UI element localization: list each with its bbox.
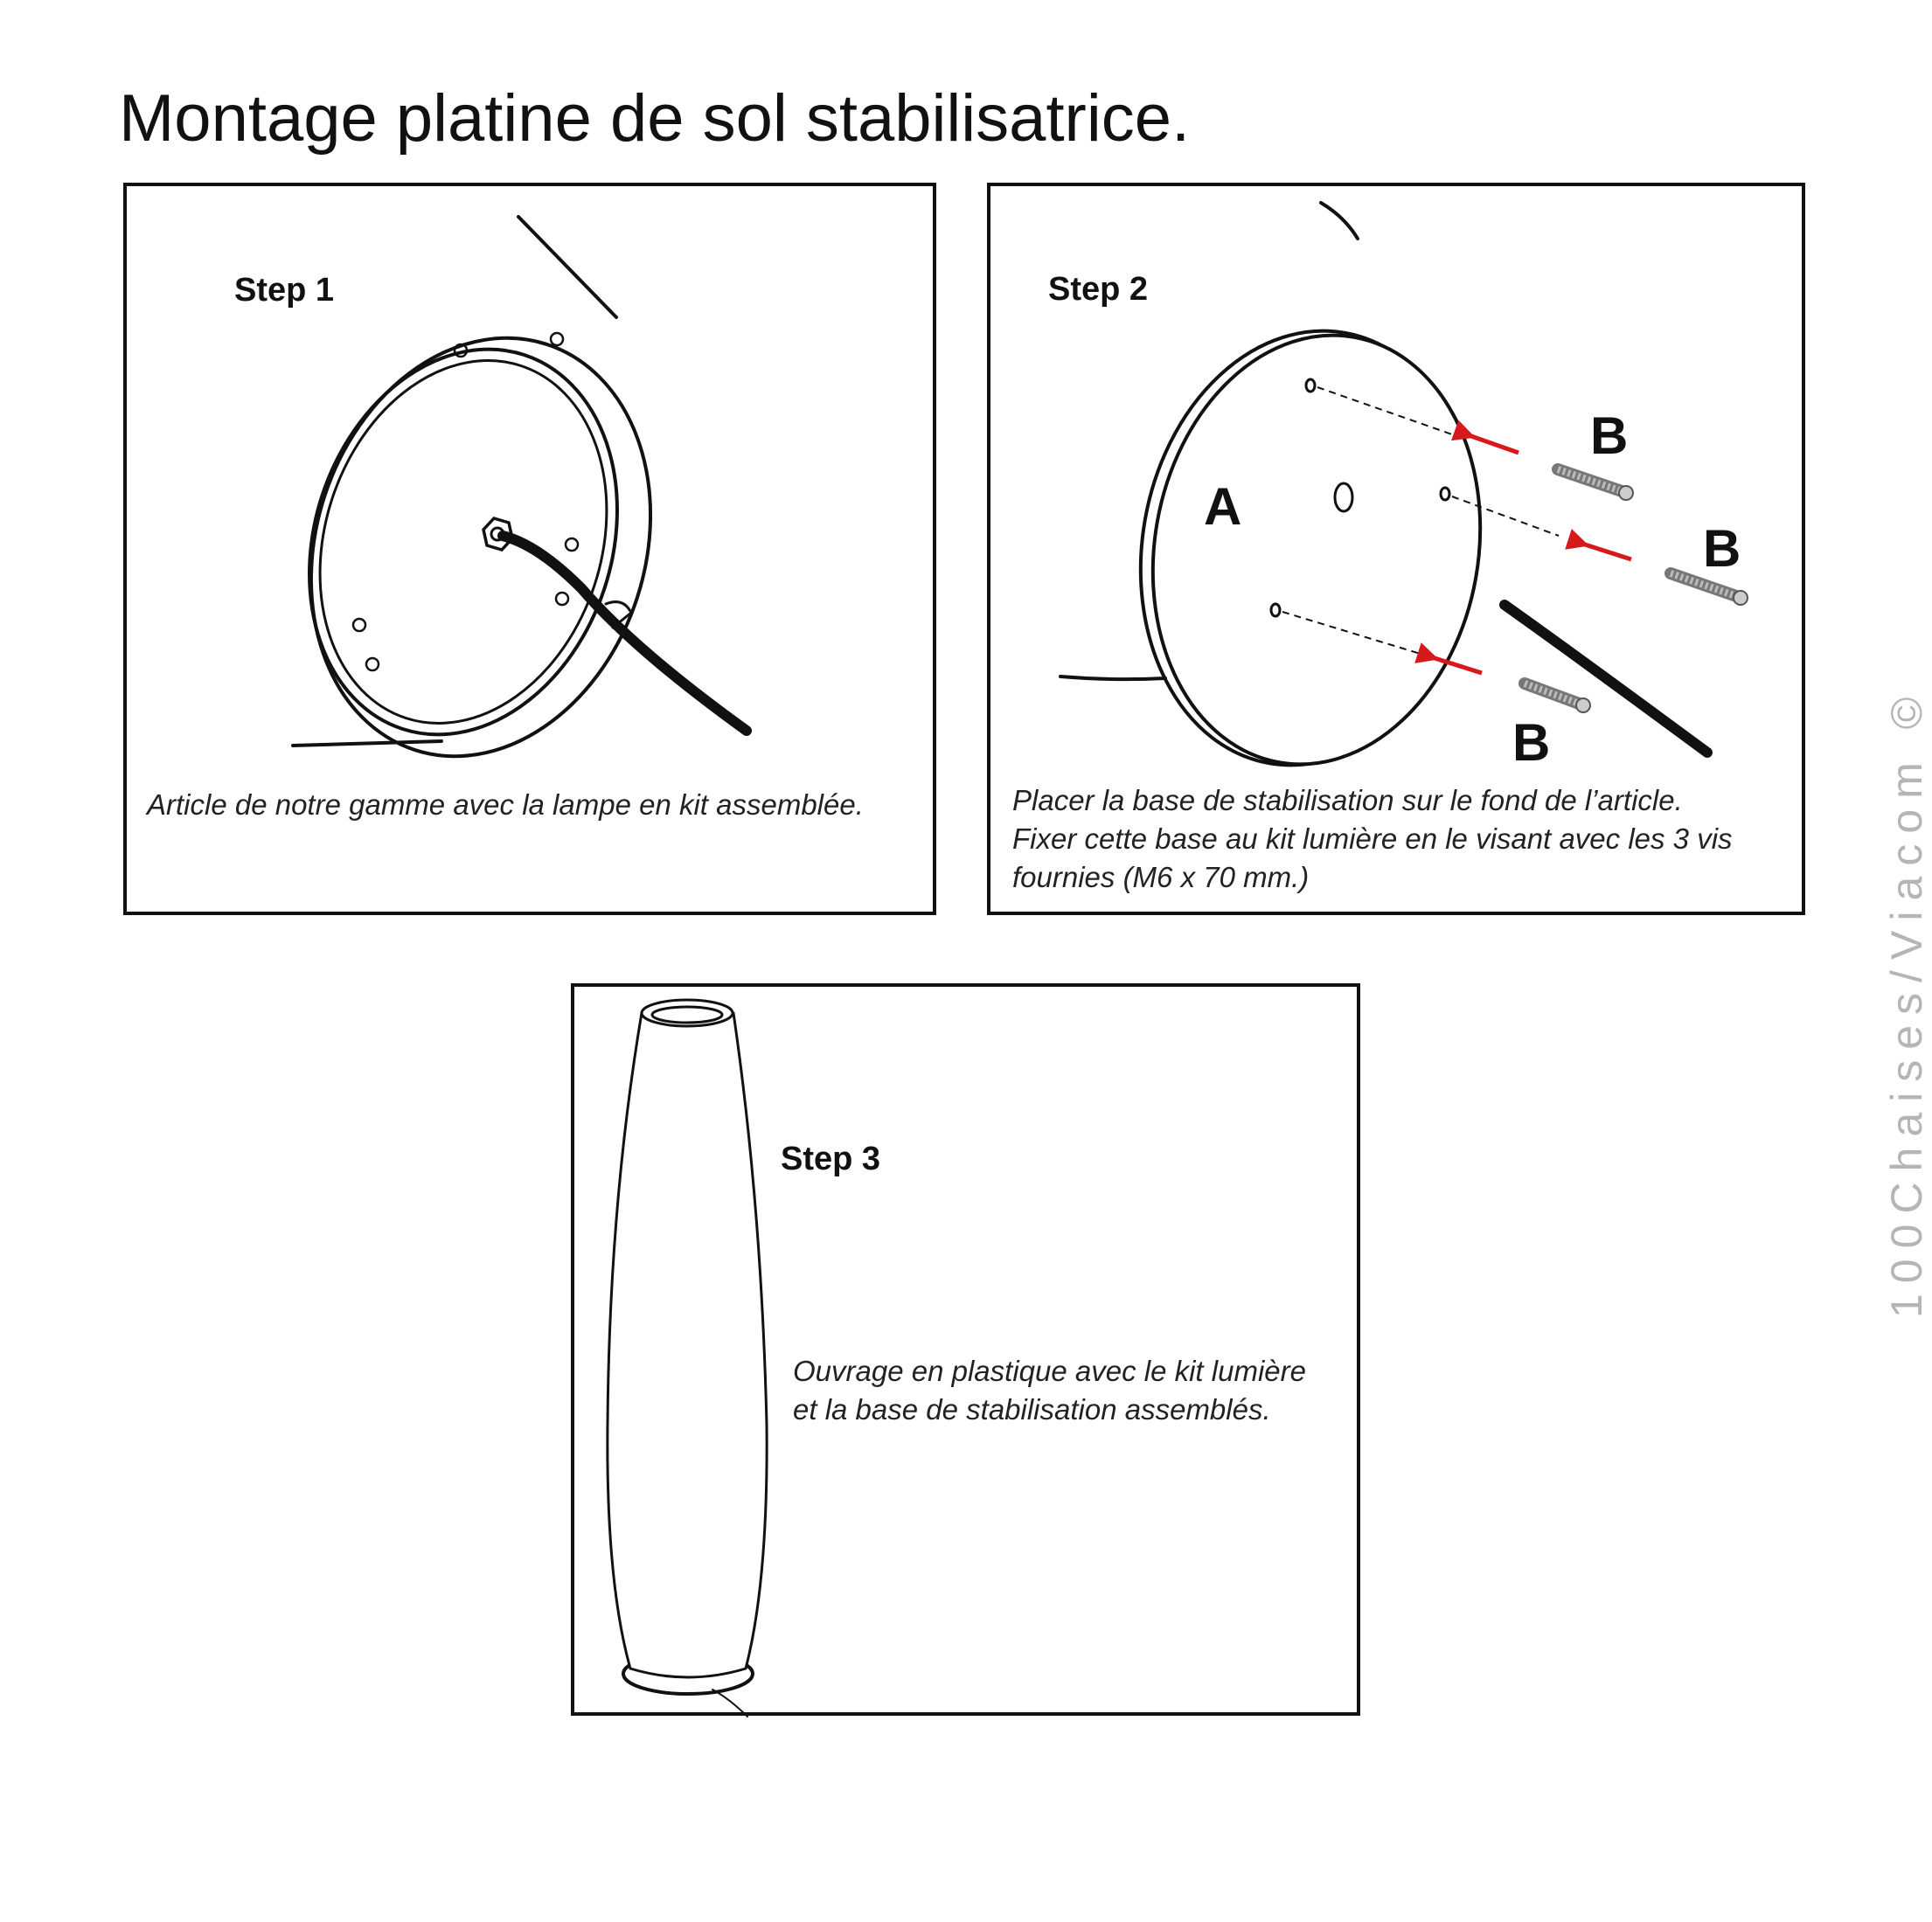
caption-line: Ouvrage en plastique avec le kit lumière bbox=[793, 1355, 1306, 1387]
insert-arrow-2 bbox=[1585, 545, 1631, 559]
object-edge-line bbox=[518, 217, 616, 317]
screw-2 bbox=[1671, 573, 1748, 605]
floor-edge-line bbox=[1060, 677, 1165, 679]
base-outer-rim bbox=[259, 294, 703, 801]
power-cable bbox=[503, 536, 747, 731]
part-label-a: A bbox=[1204, 477, 1242, 536]
hole-2 bbox=[551, 333, 563, 345]
page-title: Montage platine de sol stabilisatrice. bbox=[119, 81, 1191, 156]
hole-3 bbox=[566, 538, 578, 551]
caption-line: fournies (M6 x 70 mm.) bbox=[1012, 861, 1310, 893]
insert-arrow-1 bbox=[1471, 436, 1518, 453]
step-3-label: Step 3 bbox=[781, 1141, 881, 1177]
object-edge-line bbox=[1321, 203, 1358, 239]
floor-edge-line bbox=[293, 741, 441, 746]
caption-line: Article de notre gamme avec la lampe en kit assemblée. bbox=[147, 788, 864, 821]
screw-1 bbox=[1558, 469, 1633, 500]
hole-4 bbox=[556, 593, 568, 605]
caption-line: Fixer cette base au kit lumière en le visant avec les 3 vis bbox=[1012, 822, 1733, 855]
step-1-label: Step 1 bbox=[234, 272, 335, 309]
copyright-watermark: 100Chaises/Viacom © bbox=[1882, 686, 1931, 1318]
screw-3 bbox=[1525, 683, 1590, 712]
step-1-caption bbox=[147, 786, 864, 824]
step-3-panel bbox=[571, 983, 1360, 1716]
part-label-b-2: B bbox=[1703, 519, 1741, 578]
step-3-caption bbox=[793, 1352, 1306, 1429]
part-label-b-3: B bbox=[1512, 713, 1551, 772]
caption-line: et la base de stabilisation assemblés. bbox=[793, 1393, 1271, 1426]
base-inner-ring bbox=[275, 323, 652, 761]
step-1-panel bbox=[123, 183, 936, 915]
stabilizer-disc bbox=[1120, 309, 1513, 791]
power-cable bbox=[712, 1690, 747, 1717]
hole-5 bbox=[353, 619, 365, 631]
step-2-caption bbox=[1012, 781, 1733, 897]
vase-body bbox=[608, 1013, 767, 1677]
caption-line: Placer la base de stabilisation sur le fond de l’article. bbox=[1012, 784, 1683, 816]
step-2-panel bbox=[987, 183, 1805, 915]
hole-6 bbox=[366, 658, 379, 670]
step-2-label: Step 2 bbox=[1048, 271, 1149, 308]
part-label-b-1: B bbox=[1590, 406, 1629, 465]
